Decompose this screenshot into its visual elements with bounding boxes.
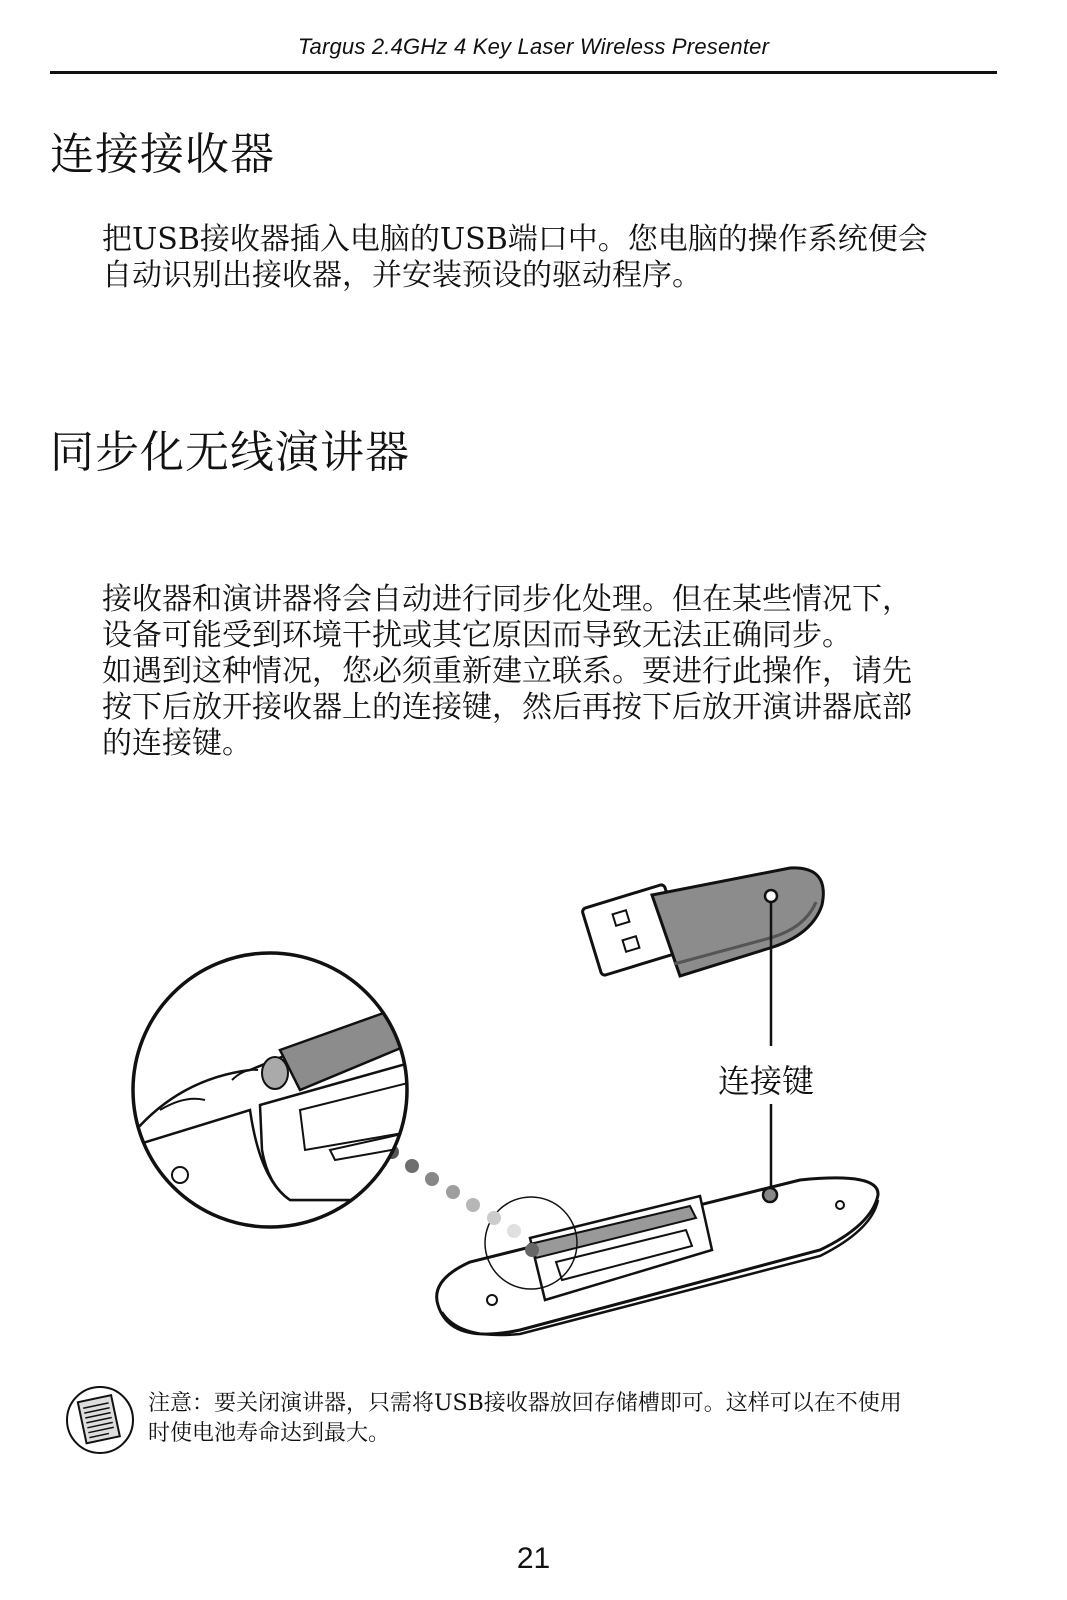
section-heading-connect-receiver: 连接接收器 [50, 129, 275, 180]
header-rule [50, 71, 997, 74]
paragraph-line: 接收器和演讲器将会自动进行同步化处理。但在某些情况下， [102, 582, 912, 617]
paragraph-line: 的连接键。 [102, 726, 252, 761]
note-icon [64, 1384, 136, 1456]
magnified-detail [120, 953, 430, 1227]
paragraph-line: 把USB接收器插入电脑的USB端口中。您电脑的操作系统便会 [102, 222, 928, 257]
running-header: Targus 2.4GHz 4 Key Laser Wireless Presenter [297, 34, 770, 59]
section-heading-sync-presenter: 同步化无线演讲器 [50, 427, 410, 478]
illustration-receiver-presenter [0, 860, 1067, 1360]
paragraph-line: 自动识别出接收器，并安装预设的驱动程序。 [102, 258, 702, 293]
section-paragraph-connect-receiver [102, 222, 1002, 294]
note-line: 注意：要关闭演讲器，只需将USB接收器放回存储槽即可。这样可以在不使用 [148, 1391, 902, 1416]
presenter-device-icon [437, 1178, 878, 1335]
note-text [148, 1389, 1008, 1449]
paragraph-line: 设备可能受到环境干扰或其它原因而导致无法正确同步。 [102, 618, 852, 653]
note-line: 时使电池寿命达到最大。 [148, 1421, 391, 1446]
page-number: 21 [516, 1542, 551, 1575]
paragraph-line: 如遇到这种情况，您必须重新建立联系。要进行此操作，请先 [102, 654, 912, 689]
connect-button-label: 连接键 [718, 1062, 815, 1100]
section-paragraph-sync-presenter [102, 582, 1002, 762]
usb-receiver-icon [582, 868, 824, 976]
paragraph-line: 按下后放开接收器上的连接键，然后再按下后放开演讲器底部 [102, 690, 912, 725]
